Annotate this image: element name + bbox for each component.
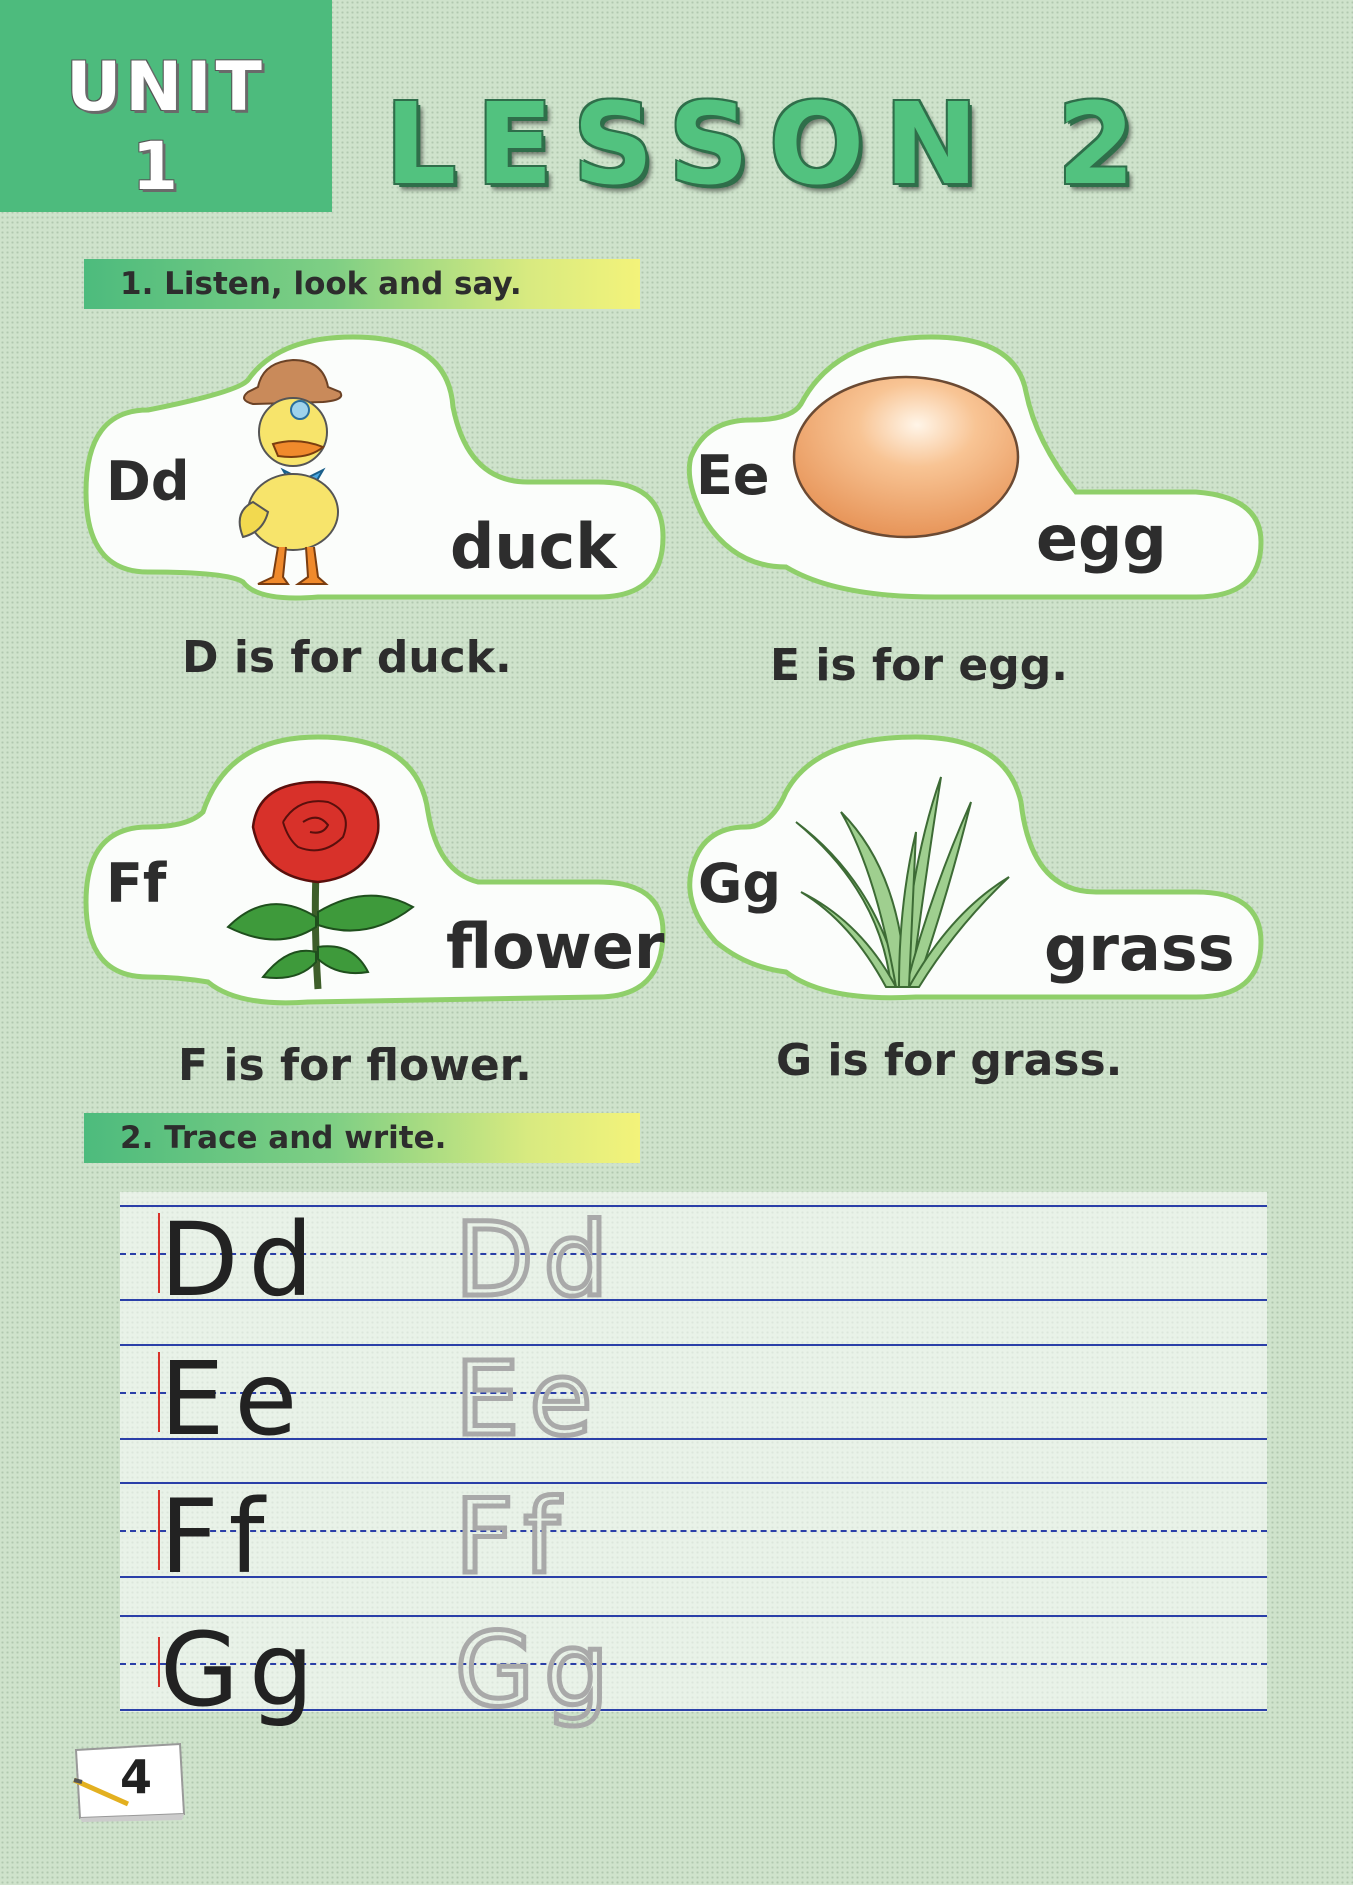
trace-row-f bbox=[120, 1478, 1267, 1597]
card-grass bbox=[676, 732, 1266, 1012]
trace-ghost-ff[interactable]: Ff bbox=[455, 1478, 570, 1597]
duck-picture bbox=[228, 352, 358, 587]
letter-pair-dd: Dd bbox=[106, 450, 190, 513]
trace-model-gg: Gg bbox=[160, 1611, 324, 1730]
sentence-egg: E is for egg. bbox=[770, 640, 1068, 691]
trace-row-e bbox=[120, 1340, 1267, 1459]
flower-picture bbox=[218, 777, 418, 992]
page-number: 4 bbox=[120, 1750, 153, 1804]
unit-number: 1 bbox=[132, 128, 178, 205]
trace-ghost-gg[interactable]: Gg bbox=[455, 1611, 619, 1730]
sentence-duck: D is for duck. bbox=[182, 632, 512, 683]
trace-row-g bbox=[120, 1611, 1267, 1730]
unit-tab bbox=[0, 0, 332, 212]
card-flower bbox=[78, 732, 668, 1012]
word-flower: flower bbox=[446, 910, 665, 983]
trace-model-dd: Dd bbox=[160, 1201, 324, 1320]
letter-pair-ee: Ee bbox=[696, 444, 770, 507]
word-egg: egg bbox=[1036, 502, 1167, 575]
letter-pair-ff: Ff bbox=[106, 852, 167, 915]
trace-ghost-dd[interactable]: Dd bbox=[455, 1201, 619, 1320]
section-2-banner: 2. Trace and write. bbox=[84, 1113, 640, 1163]
section-1-banner: 1. Listen, look and say. bbox=[84, 259, 640, 309]
trace-model-ee: Ee bbox=[160, 1340, 308, 1459]
card-duck bbox=[78, 332, 668, 612]
page-number-badge bbox=[70, 1740, 188, 1822]
grass-picture bbox=[781, 772, 1011, 992]
letter-pair-gg: Gg bbox=[698, 852, 781, 915]
card-egg bbox=[676, 332, 1266, 612]
trace-row-d bbox=[120, 1201, 1267, 1320]
word-duck: duck bbox=[450, 510, 617, 583]
unit-label: UNIT bbox=[66, 48, 266, 127]
word-grass: grass bbox=[1044, 912, 1235, 985]
egg-picture bbox=[786, 372, 1026, 542]
trace-model-ff: Ff bbox=[160, 1478, 275, 1597]
sentence-flower: F is for flower. bbox=[178, 1040, 532, 1091]
lesson-title: LESSON 2 bbox=[385, 80, 1156, 210]
trace-ghost-ee[interactable]: Ee bbox=[455, 1340, 603, 1459]
sentence-grass: G is for grass. bbox=[776, 1035, 1123, 1086]
